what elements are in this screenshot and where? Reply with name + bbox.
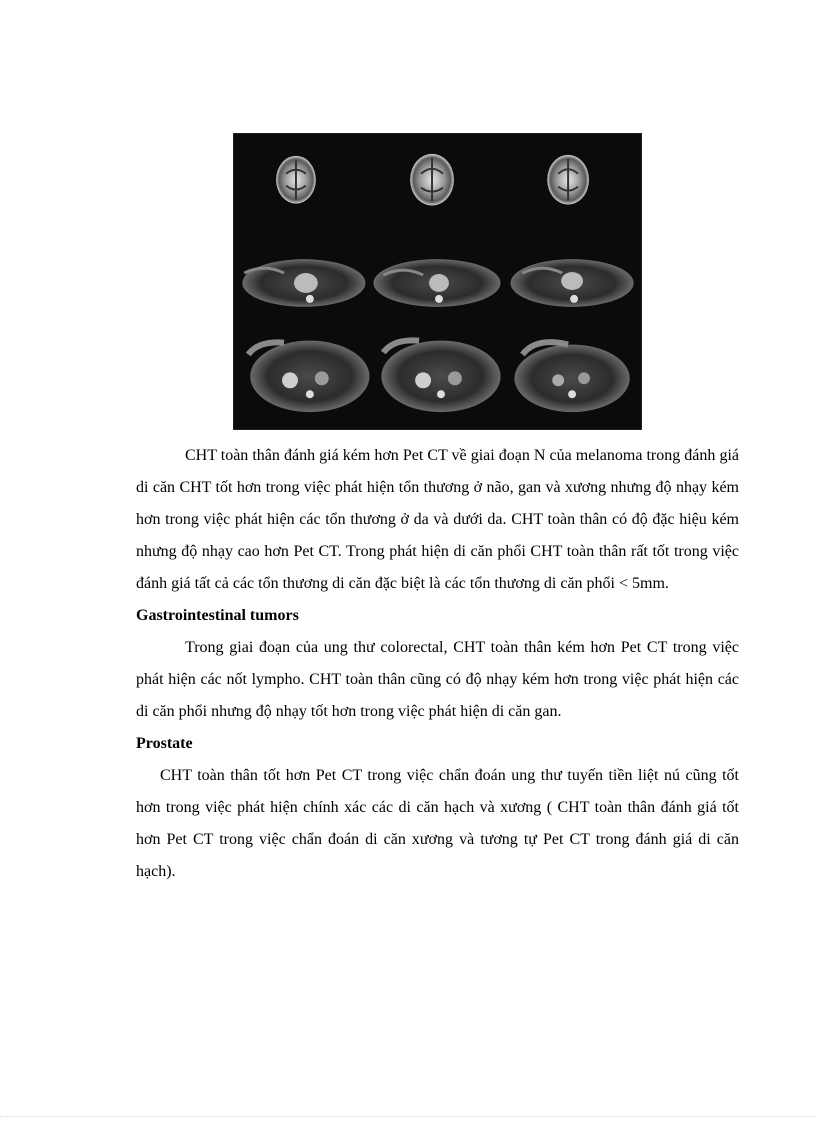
brain-slice-2 [410, 154, 454, 206]
document-body [136, 440, 739, 888]
prostate-paragraph: CHT toàn thân tốt hơn Pet CT trong việc chẩn đoán ung thư tuyến tiền liệt nú cũng tốt hơn trong việc phát hiện chính xác các di căn hạch và xương ( CHT toàn thân đánh giá tốt hơn Pet CT trong việc chẩn đoán di căn xương và tương tự Pet CT trong đánh giá di căn hạch). [136, 767, 739, 880]
gi-paragraph: Trong giai đoạn của ung thư colorectal, CHT toàn thân kém hơn Pet CT trong việc phát hiện các nốt lympho. CHT toàn thân cũng có độ nhạy kém hơn trong việc phát hiện các di căn phổi nhưng độ nhạy tốt hơn trong việc phát hiện di căn gan. [136, 639, 739, 720]
thorax-slice-1 [242, 259, 365, 307]
prostate-heading: Prostate [136, 735, 193, 752]
thorax-slice-2 [373, 259, 500, 307]
brain-slice-1 [276, 156, 316, 204]
abdomen-slice-3 [514, 342, 629, 412]
mri-scan-grid-icon [234, 134, 641, 429]
gi-heading: Gastrointestinal tumors [136, 607, 299, 624]
abdomen-slice-2 [381, 340, 500, 412]
thorax-slice-3 [511, 259, 634, 307]
page-footer-divider [0, 1116, 816, 1118]
melanoma-paragraph: CHT toàn thân đánh giá kém hơn Pet CT về giai đoạn N của melanoma trong đánh giá di căn CHT tốt hơn trong việc phát hiện tổn thương ở não, gan và xương nhưng độ nhạy kém hơn trong việc phát hiện các tổn thương ở da và dưới da. CHT toàn thân có độ đặc hiệu kém nhưng độ nhạy cao hơn Pet CT. Trong phát hiện di căn phổi CHT toàn thân rất tốt trong việc đánh giá tất cả các tổn thương di căn đặc biệt là các tổn thương di căn phổi < 5mm. [136, 447, 739, 592]
abdomen-slice-1 [248, 341, 369, 413]
mri-figure [233, 133, 642, 430]
brain-slice-3 [547, 155, 589, 205]
